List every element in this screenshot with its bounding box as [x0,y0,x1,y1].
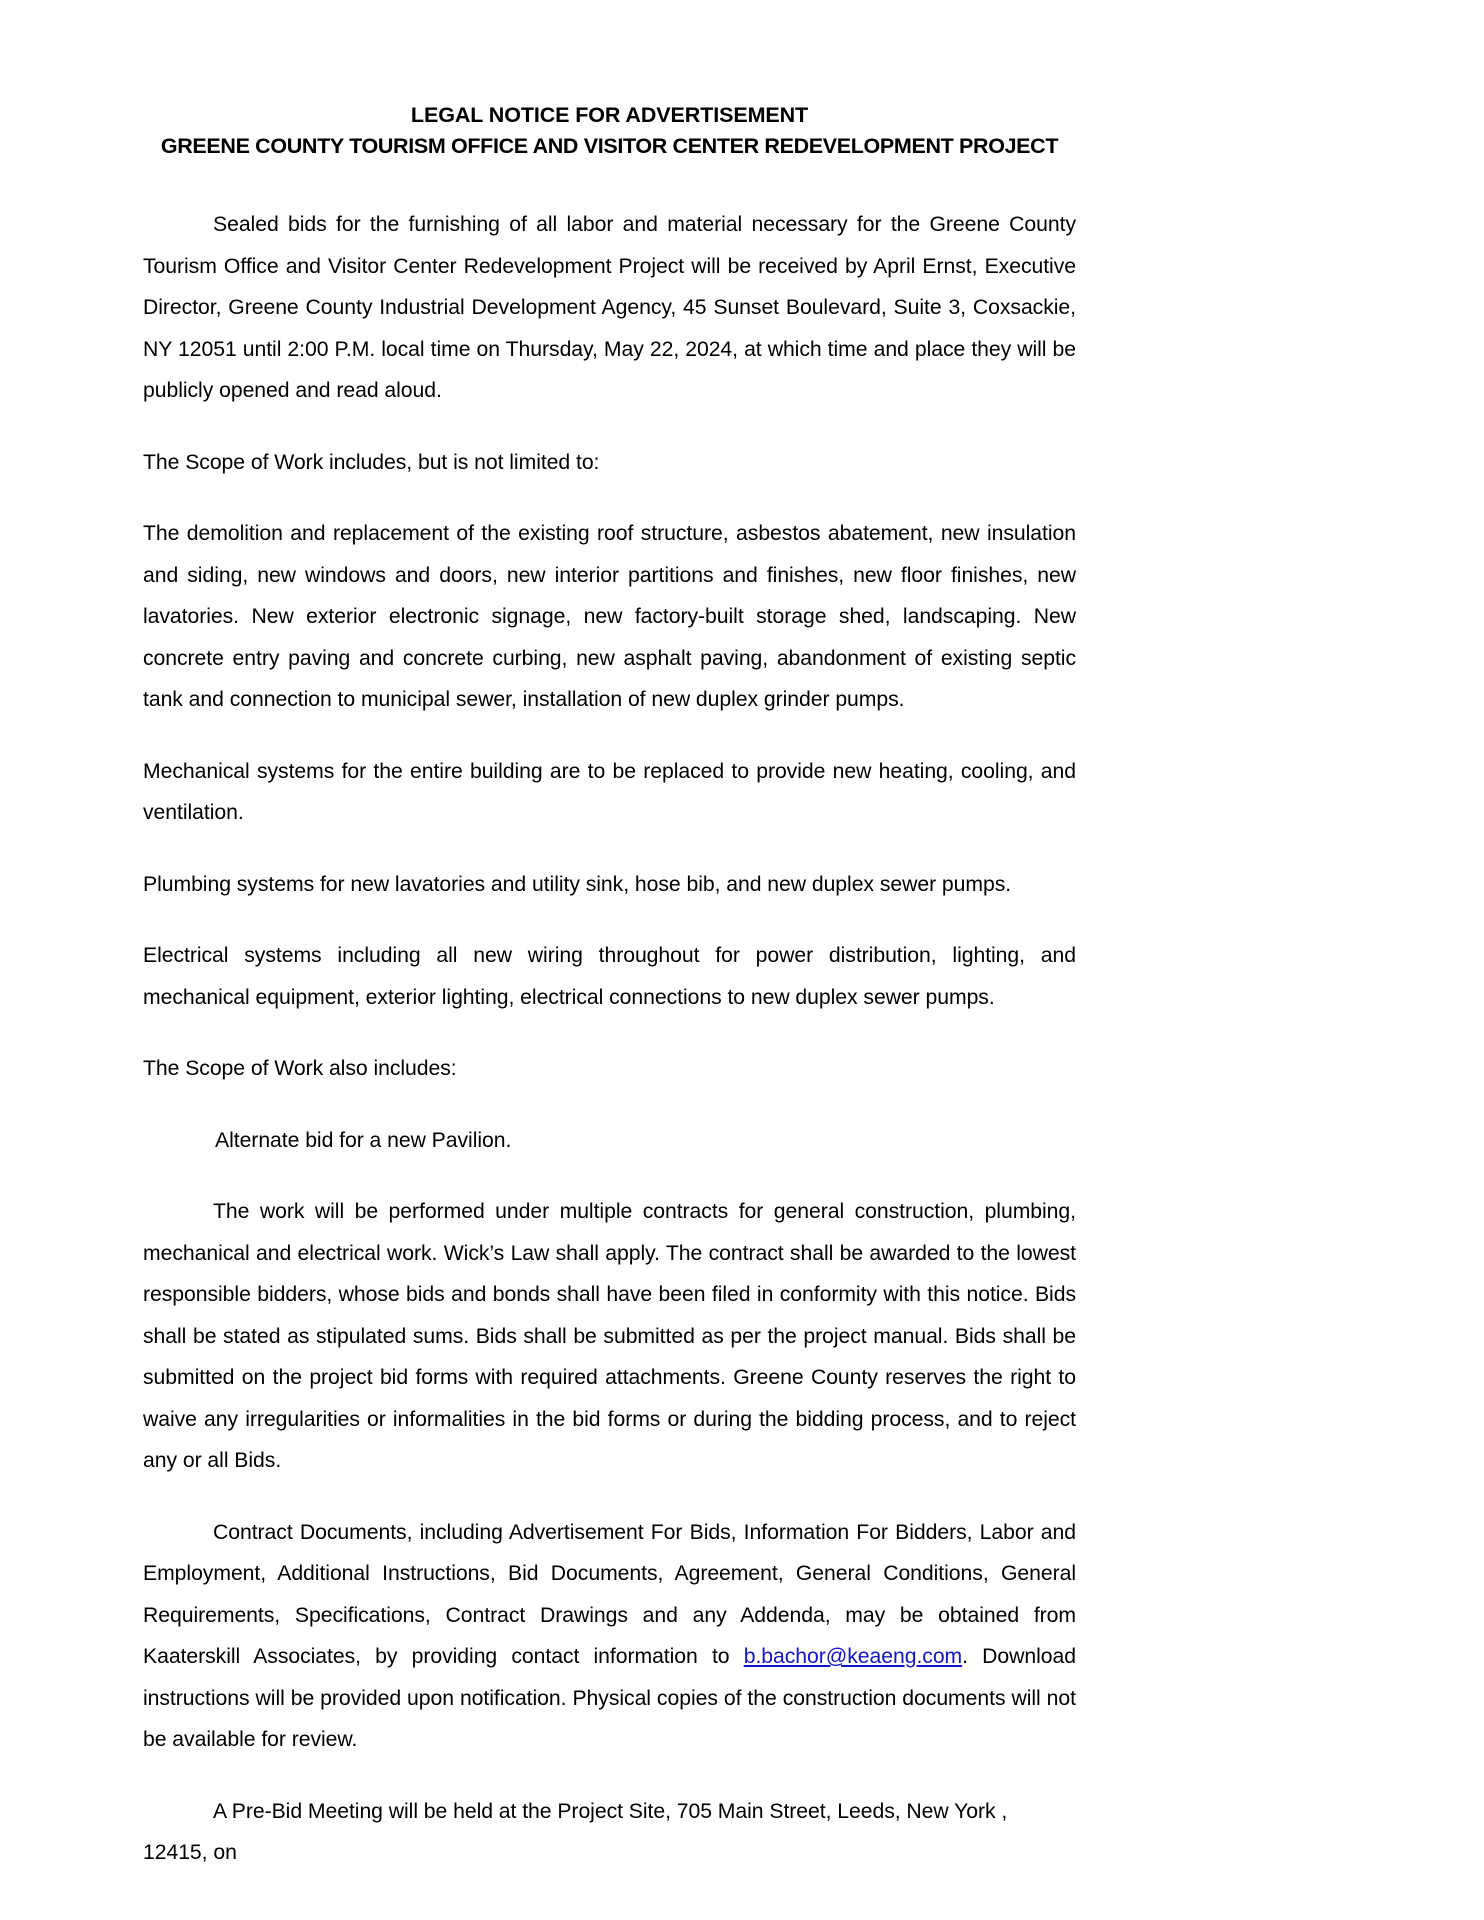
paragraph-scope-intro: The Scope of Work includes, but is not limited to: [143,450,600,474]
paragraph-sealed-bids: Sealed bids for the furnishing of all labor and material necessary for the Greene County Tourism Office and Visitor Center Redevelopment Project will be received by April Ernst, Executive Director, Greene County Industrial Development Agency, 45 Sunset Boulevard, Suite 3, Coxsackie, NY 12051 until 2:00 P.M. local time on Thursday, May 22, 2024, at which time and place they will be publicly opened and read aloud. [143,213,1076,402]
paragraph-mechanical: Mechanical systems for the entire building are to be replaced to provide new heating, cooling, and ventilation. [143,759,1076,824]
paragraph-gap [143,1482,1076,1512]
title-line-primary: LEGAL NOTICE FOR ADVERTISEMENT [410,103,809,127]
contract-documents-text-before: Contract Documents, including Advertisement For Bids, Information For Bidders, Labor and Employment, Additional Instructions, Bid Documents, Agreement, General Conditions, General Requirements, Specifications, Contract Drawings and any Addenda, may be obtained from Kaaterskill Associates, by providing contact information to [143,1520,1076,1668]
paragraph-alternate-bid: Alternate bid for a new Pavilion. [215,1128,512,1152]
contract-documents-text-after: . Download instructions will be provided upon notification. Physical copies of the construction documents will not be available for review. [143,1645,1077,1751]
paragraph-gap [143,1018,1076,1048]
document-body [143,100,1076,1874]
contact-email-link[interactable]: b.bachor@keaeng.com [743,1645,963,1668]
paragraph-gap [143,905,1076,935]
paragraph-contract-documents [143,1512,1076,1761]
paragraph-gap [143,1761,1076,1791]
title-line-secondary: GREENE COUNTY TOURISM OFFICE AND VISITOR CENTER REDEVELOPMENT PROJECT [160,134,1059,158]
paragraph-scope-also: The Scope of Work also includes: [143,1057,457,1080]
paragraph-demolition: The demolition and replacement of the existing roof structure, asbestos abatement, new insulation and siding, new windows and doors, new interior partitions and finishes, new floor finishes, new lavatories. New exterior electronic signage, new factory-built storage shed, landscaping. New concrete entry paving and concrete curbing, new asphalt paving, abandonment of existing septic tank and connection to municipal sewer, installation of new duplex grinder pumps. [143,522,1076,711]
title-spacer [143,162,1076,204]
paragraph-contracts: The work will be performed under multiple contracts for general construction, plumbing, mechanical and electrical work. Wick’s Law shall apply. The contract shall be awarded to the lowest responsible bidders, whose bids and bonds shall have been filed in conformity with this notice. Bids shall be stated as stipulated sums. Bids shall be submitted as per the project manual. Bids shall be submitted on the project bid forms with required attachments. Greene County reserves the right to waive any irregularities or informalities in the bid forms or during the bidding process, and to reject any or all Bids. [143,1200,1076,1472]
document-title [143,100,1076,162]
paragraph-gap [143,412,1076,442]
paragraph-gap [143,834,1076,864]
paragraph-gap [143,1090,1076,1120]
paragraph-plumbing: Plumbing systems for new lavatories and utility sink, hose bib, and new duplex sewer pumps. [143,872,1012,896]
paragraph-prebid-meeting: A Pre-Bid Meeting will be held at the Project Site, 705 Main Street, Leeds, New York , 12415, on [143,1799,1008,1864]
paragraph-gap [143,483,1076,513]
paragraph-gap [143,721,1076,751]
paragraph-gap [143,1161,1076,1191]
paragraph-electrical: Electrical systems including all new wiring throughout for power distribution, lighting, and mechanical equipment, exterior lighting, electrical connections to new duplex sewer pumps. [143,944,1076,1009]
